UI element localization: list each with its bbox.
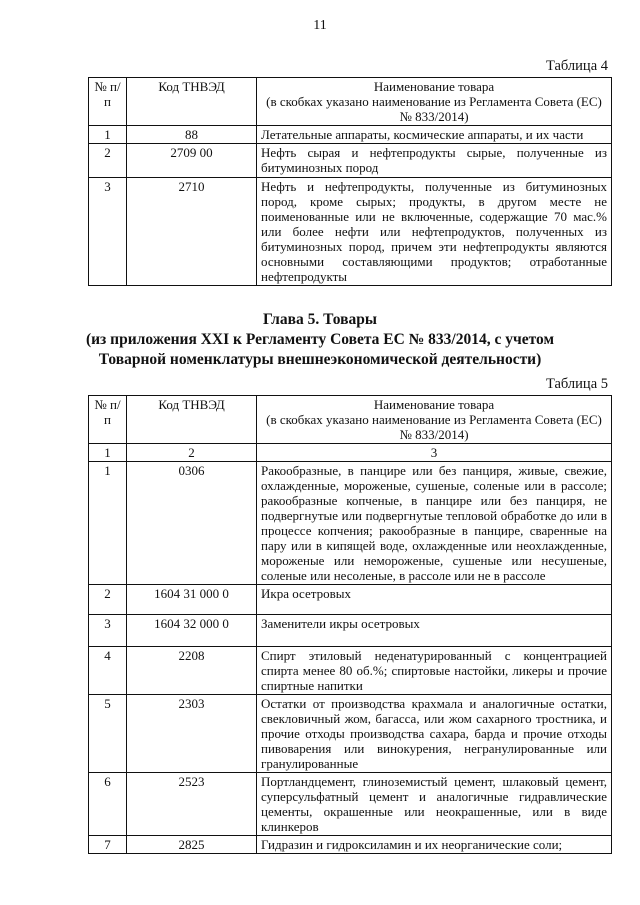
table-row: [89, 585, 612, 615]
table-5: [88, 395, 612, 854]
header-num: № п/п: [89, 396, 127, 444]
column-number: 1: [89, 444, 127, 462]
header-code: Код ТНВЭД: [127, 78, 257, 126]
column-number: 3: [257, 444, 612, 462]
row-name: Ракообразные, в панцире или без панциря, живые, свежие, охлажденные, мороженые, сушеные, соленые или в рассоле; ракообразные копченые, в панцире или без панциря, не подвергнутые или подвергнутые тепловой обработке до или в процессе копчения; ракообразные в панцире, сваренные на пару или в кипящей воде, охлажденные или неохлажденные, мороженые или немороженые, сушеные или несушеные, соленые или несоленые, в рассоле или не в рассоле: [257, 462, 612, 585]
row-code: 2303: [127, 695, 257, 773]
row-num: 1: [89, 462, 127, 585]
table-row: [89, 462, 612, 585]
chapter-heading: [0, 310, 640, 370]
table-5-header-row: [89, 396, 612, 444]
table-row: [89, 647, 612, 695]
row-code: 88: [127, 126, 257, 144]
row-num: 3: [89, 615, 127, 647]
row-name: Гидразин и гидроксиламин и их неорганические соли;: [257, 836, 612, 854]
column-number: 2: [127, 444, 257, 462]
row-name: Нефть и нефтепродукты, полученные из битуминозных пород, кроме сырых; продукты, в другом месте не поименованные или не включенные, содержащие 70 мас.% или более нефти или нефтепродуктов, полученных из битуминозных пород, причем эти нефтепродукты являются основными составляющими продуктов; отработанные нефтепродукты: [257, 178, 612, 286]
table-row: [89, 836, 612, 854]
row-code: 2523: [127, 773, 257, 836]
row-name: Остатки от производства крахмала и аналогичные остатки, свекловичный жом, багасса, или жом сахарного тростника, и прочие отходы производства сахара, барда и прочие отходы пивоварения или винокурения, негранулированные или гранулированные: [257, 695, 612, 773]
table-4-header-row: [89, 78, 612, 126]
row-code: 2710: [127, 178, 257, 286]
chapter-subtitle-line2: Товарной номенклатуры внешнеэкономической деятельности): [98, 351, 542, 368]
table-row: [89, 126, 612, 144]
chapter-title: Глава 5. Товары: [263, 311, 377, 328]
row-name: Летательные аппараты, космические аппараты, и их части: [257, 126, 612, 144]
column-number-row: [89, 444, 612, 462]
row-num: 2: [89, 585, 127, 615]
page-number: 11: [313, 18, 327, 33]
row-num: 6: [89, 773, 127, 836]
table-row: [89, 615, 612, 647]
header-name-title: Наименование товара: [373, 79, 495, 94]
row-code: 2709 00: [127, 144, 257, 178]
table-row: [89, 178, 612, 286]
row-num: 5: [89, 695, 127, 773]
table-row: [89, 144, 612, 178]
row-name: Портландцемент, глиноземистый цемент, шлаковый цемент, суперсульфатный цемент и аналогичные гидравлические цементы, окрашенные или неокрашенные, или в виде клинкеров: [257, 773, 612, 836]
header-name: [257, 396, 612, 444]
row-num: 2: [89, 144, 127, 178]
row-code: 1604 32 000 0: [127, 615, 257, 647]
row-name: Нефть сырая и нефтепродукты сырые, полученные из битуминозных пород: [257, 144, 612, 178]
row-name: Заменители икры осетровых: [257, 615, 612, 647]
row-code: 1604 31 000 0: [127, 585, 257, 615]
header-name-note: (в скобках указано наименование из Регламента Совета (ЕС) № 833/2014): [266, 412, 602, 442]
row-num: 4: [89, 647, 127, 695]
table-4: [88, 77, 612, 286]
row-name: Спирт этиловый неденатурированный с концентрацией спирта менее 80 об.%; спиртовые настойки, ликеры и прочие спиртные напитки: [257, 647, 612, 695]
row-num: 1: [89, 126, 127, 144]
table-row: [89, 695, 612, 773]
header-name: [257, 78, 612, 126]
header-name-note: (в скобках указано наименование из Регламента Совета (ЕС) № 833/2014): [266, 94, 602, 124]
table-5-caption: Таблица 5: [545, 376, 608, 392]
header-num: № п/п: [89, 78, 127, 126]
header-code: Код ТНВЭД: [127, 396, 257, 444]
header-name-title: Наименование товара: [373, 397, 495, 412]
row-code: 2208: [127, 647, 257, 695]
table-row: [89, 773, 612, 836]
row-name: Икра осетровых: [257, 585, 612, 615]
chapter-subtitle-line1: (из приложения XXI к Регламенту Совета ЕС № 833/2014, с учетом: [85, 331, 555, 348]
row-code: 2825: [127, 836, 257, 854]
row-num: 7: [89, 836, 127, 854]
row-num: 3: [89, 178, 127, 286]
table-4-caption: Таблица 4: [545, 58, 608, 74]
row-code: 0306: [127, 462, 257, 585]
